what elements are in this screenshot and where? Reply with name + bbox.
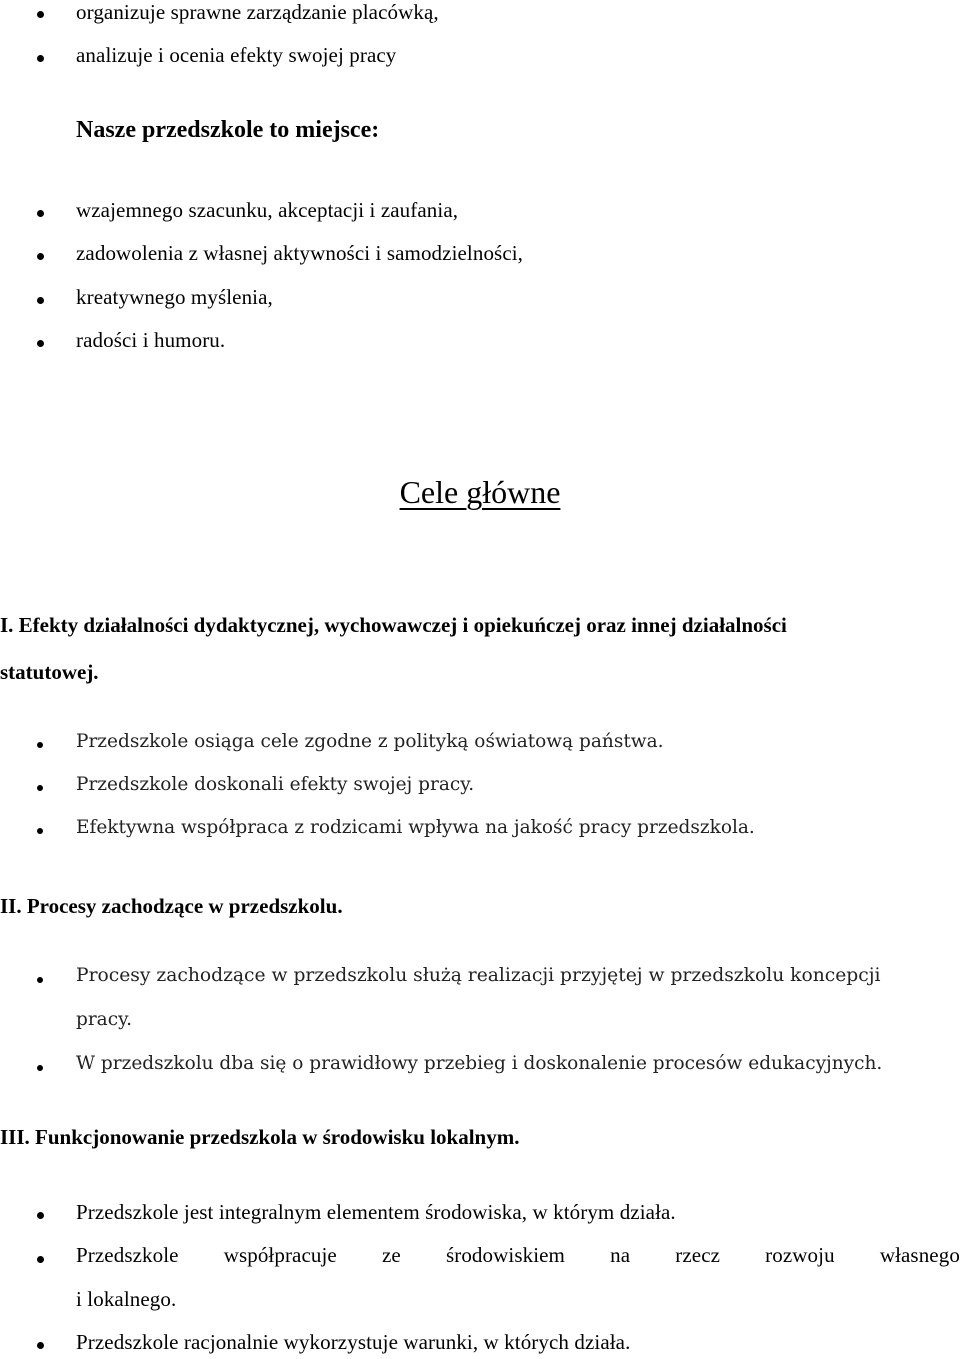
section-heading: I. Efekty działalności dydaktycznej, wychowawczej i opiekuńczej oraz innej działalności <box>0 613 787 637</box>
list-item-continued: i lokalnego. <box>76 1287 177 1311</box>
list-item: organizuje sprawne zarządzanie placówką, <box>76 0 439 24</box>
word: ze <box>381 1243 401 1267</box>
section-heading-continued: statutowej. <box>0 660 99 684</box>
bullet-icon <box>37 785 43 791</box>
section-heading: II. Procesy zachodzące w przedszkolu. <box>0 894 343 918</box>
list-item-justified <box>76 1243 960 1268</box>
bullet-icon <box>37 1212 44 1219</box>
word: na <box>610 1243 631 1267</box>
list-item-continued: pracy. <box>76 1009 132 1030</box>
page-title: Cele główne <box>399 474 561 510</box>
bullet-icon <box>37 11 44 18</box>
section-heading: III. Funkcjonowanie przedszkola w środowisku lokalnym. <box>0 1125 520 1149</box>
section-heading: Nasze przedszkole to miejsce: <box>76 117 380 143</box>
bullet-icon <box>37 1342 44 1349</box>
word: rzecz <box>675 1243 721 1267</box>
list-item: analizuje i ocenia efekty swojej pracy <box>76 43 397 67</box>
bullet-icon <box>37 1065 43 1071</box>
list-item: radości i humoru. <box>76 328 226 352</box>
bullet-icon <box>37 977 43 983</box>
word: własnego <box>879 1243 960 1267</box>
word: Przedszkole <box>76 1243 179 1267</box>
bullet-icon <box>37 210 44 217</box>
word: środowiskiem <box>445 1243 565 1267</box>
bullet-icon <box>37 340 44 347</box>
list-item: wzajemnego szacunku, akceptacji i zaufania, <box>76 198 459 222</box>
bullet-icon <box>37 828 43 834</box>
list-item: Przedszkole racjonalnie wykorzystuje warunki, w których działa. <box>76 1330 631 1354</box>
list-item: Efektywna współpraca z rodzicami wpływa na jakość pracy przedszkola. <box>76 817 755 838</box>
bullet-icon <box>37 253 44 260</box>
word: współpracuje <box>223 1243 337 1267</box>
bullet-icon <box>37 55 44 62</box>
list-item: Procesy zachodzące w przedszkolu służą realizacji przyjętej w przedszkolu koncepcji <box>76 965 881 986</box>
list-item: W przedszkolu dba się o prawidłowy przebieg i doskonalenie procesów edukacyjnych. <box>76 1053 883 1074</box>
list-item: Przedszkole jest integralnym elementem środowiska, w którym działa. <box>76 1200 676 1224</box>
list-item: kreatywnego myślenia, <box>76 285 273 309</box>
list-item: Przedszkole osiąga cele zgodne z polityką oświatową państwa. <box>76 731 664 752</box>
list-item: zadowolenia z własnej aktywności i samodzielności, <box>76 241 524 265</box>
word: rozwoju <box>765 1243 835 1267</box>
bullet-icon <box>37 1256 44 1263</box>
list-item: Przedszkole doskonali efekty swojej pracy. <box>76 774 475 795</box>
bullet-icon <box>37 297 44 304</box>
bullet-icon <box>37 742 43 748</box>
